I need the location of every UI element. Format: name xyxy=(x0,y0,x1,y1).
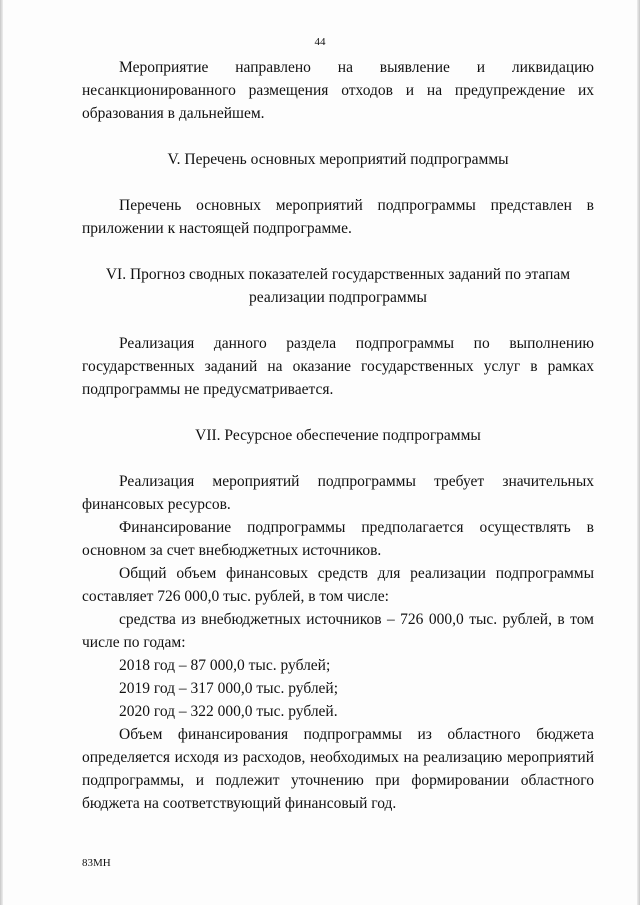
section-7-paragraph-1: Реализация мероприятий подпрограммы требует значительных финансовых ресурсов. xyxy=(82,473,594,513)
document-body xyxy=(82,56,594,815)
section-7-paragraph-2: Финансирование подпрограммы предполагается осуществлять в основном за счет внебюджетных источников. xyxy=(82,519,594,559)
scan-edge-left xyxy=(0,0,3,905)
document-code: 83МН xyxy=(82,857,111,869)
section-7-paragraph-3: Общий объем финансовых средств для реализации подпрограммы составляет 726 000,0 тыс. рублей, в том числе: xyxy=(82,565,594,605)
page-number: 44 xyxy=(314,36,326,48)
section-7-paragraph-5: Объем финансирования подпрограммы из областного бюджета определяется исходя из расходов, необходимых на реализацию мероприятий подпрограммы, и подлежит уточнению при формировании областного бюджета на соответствующий финансовый год. xyxy=(82,726,594,812)
funding-year-2018: 2018 год – 87 000,0 тыс. рублей; xyxy=(119,657,331,674)
intro-paragraph: Мероприятие направлено на выявление и ликвидацию несанкционированного размещения отходов и на предупреждение их образования в дальнейшем. xyxy=(82,59,594,122)
section-5-heading: V. Перечень основных мероприятий подпрограммы xyxy=(167,151,509,168)
section-6-heading-line-1: VI. Прогноз сводных показателей государственных заданий по этапам xyxy=(105,266,571,283)
section-6-paragraph: Реализация данного раздела подпрограммы по выполнению государственных заданий на оказание государственных услуг в рамках подпрограммы не предусматривается. xyxy=(82,335,594,398)
section-6-heading-line-2: реализации подпрограммы xyxy=(249,289,427,306)
section-5-paragraph: Перечень основных мероприятий подпрограммы представлен в приложении к настоящей подпрограмме. xyxy=(82,197,594,237)
section-7-heading: VII. Ресурсное обеспечение подпрограммы xyxy=(195,427,481,444)
section-7-paragraph-4: средства из внебюджетных источников – 726 000,0 тыс. рублей, в том числе по годам: xyxy=(82,611,594,651)
funding-year-2019: 2019 год – 317 000,0 тыс. рублей; xyxy=(119,680,339,697)
funding-year-2020: 2020 год – 322 000,0 тыс. рублей. xyxy=(119,703,338,720)
